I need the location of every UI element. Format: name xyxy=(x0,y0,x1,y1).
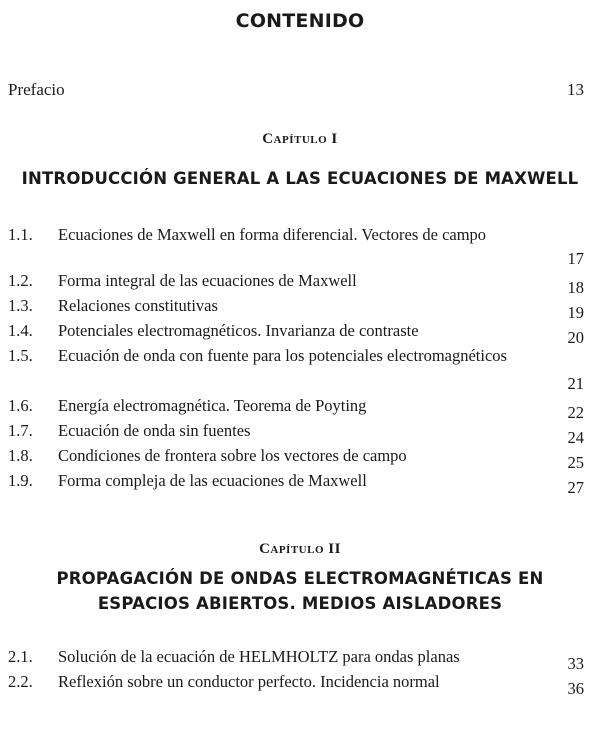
chapter-2-title xyxy=(0,566,600,616)
entry-page-number: 36 xyxy=(567,679,584,698)
prefacio-label: Prefacio xyxy=(8,80,65,99)
prefacio-page-number: 13 xyxy=(567,80,584,99)
entry-number: 1.4. xyxy=(8,321,33,340)
toc-entry-1-4 xyxy=(8,320,584,345)
toc-entry-1-8 xyxy=(8,445,584,470)
entry-title: Forma integral de las ecuaciones de Maxwell xyxy=(58,271,357,290)
entry-page-number: 19 xyxy=(567,303,584,322)
entry-number: 1.6. xyxy=(8,396,33,415)
entry-page-number: 20 xyxy=(567,328,584,347)
chapter-2-label: Capítulo II xyxy=(259,541,341,557)
toc-entry-1-1 xyxy=(8,224,584,270)
entry-number: 1.8. xyxy=(8,446,33,465)
entry-number: 1.1. xyxy=(8,225,33,244)
entry-title: Potenciales electromagnéticos. Invarianza de contraste xyxy=(58,321,419,340)
chapter-1-title xyxy=(0,166,600,191)
toc-entry-1-3 xyxy=(8,295,584,320)
entry-number: 2.1. xyxy=(8,647,33,666)
toc-entry-1-7 xyxy=(8,420,584,445)
chapter-2-title-line-2: ESPACIOS ABIERTOS. MEDIOS AISLADORES xyxy=(97,594,503,613)
entry-title: Condiciones de frontera sobre los vectores de campo xyxy=(58,446,407,465)
entry-page-number: 18 xyxy=(567,278,584,297)
entry-title: Relaciones constitutivas xyxy=(58,296,218,315)
chapter-1-label: Capítulo I xyxy=(262,131,338,147)
entry-title: Solución de la ecuación de HELMHOLTZ para ondas planas xyxy=(58,647,460,666)
entry-number: 1.9. xyxy=(8,471,33,490)
entry-page-number: 22 xyxy=(567,403,584,422)
entry-number: 1.5. xyxy=(8,346,33,365)
toc-entry-1-2 xyxy=(8,270,584,295)
page-title: CONTENIDO xyxy=(235,10,365,32)
toc-entry-2-2 xyxy=(8,671,584,696)
chapter-2-title-line-1: PROPAGACIÓN DE ONDAS ELECTROMAGNÉTICAS EN xyxy=(56,569,544,588)
entry-number: 1.7. xyxy=(8,421,33,440)
entry-title: Energía electromagnética. Teorema de Poyting xyxy=(58,396,367,415)
entry-page-number: 21 xyxy=(567,374,584,393)
chapter-1-title-line: INTRODUCCIÓN GENERAL A LAS ECUACIONES DE MAXWELL xyxy=(21,169,579,188)
toc-entry-1-5 xyxy=(8,345,584,395)
entry-number: 1.2. xyxy=(8,271,33,290)
chapter-2-entries xyxy=(8,646,584,696)
entry-page-number: 25 xyxy=(567,453,584,472)
toc-entry-1-9 xyxy=(8,470,584,495)
toc-entry-2-1 xyxy=(8,646,584,671)
entry-title: Ecuación de onda con fuente para los potenciales electromagnéticos xyxy=(58,346,507,365)
toc-entry-1-6 xyxy=(8,395,584,420)
entry-number: 1.3. xyxy=(8,296,33,315)
chapter-1-entries xyxy=(8,224,584,495)
entry-page-number: 17 xyxy=(567,249,584,268)
entry-number: 2.2. xyxy=(8,672,33,691)
entry-page-number: 24 xyxy=(567,428,584,447)
entry-title: Ecuaciones de Maxwell en forma diferencial. Vectores de campo xyxy=(58,225,487,244)
entry-title: Reflexión sobre un conductor perfecto. Incidencia normal xyxy=(58,672,440,691)
entry-title: Ecuación de onda sin fuentes xyxy=(58,421,251,440)
entry-page-number: 27 xyxy=(567,478,584,497)
entry-page-number: 33 xyxy=(567,654,584,673)
entry-title: Forma compleja de las ecuaciones de Maxwell xyxy=(58,471,367,490)
